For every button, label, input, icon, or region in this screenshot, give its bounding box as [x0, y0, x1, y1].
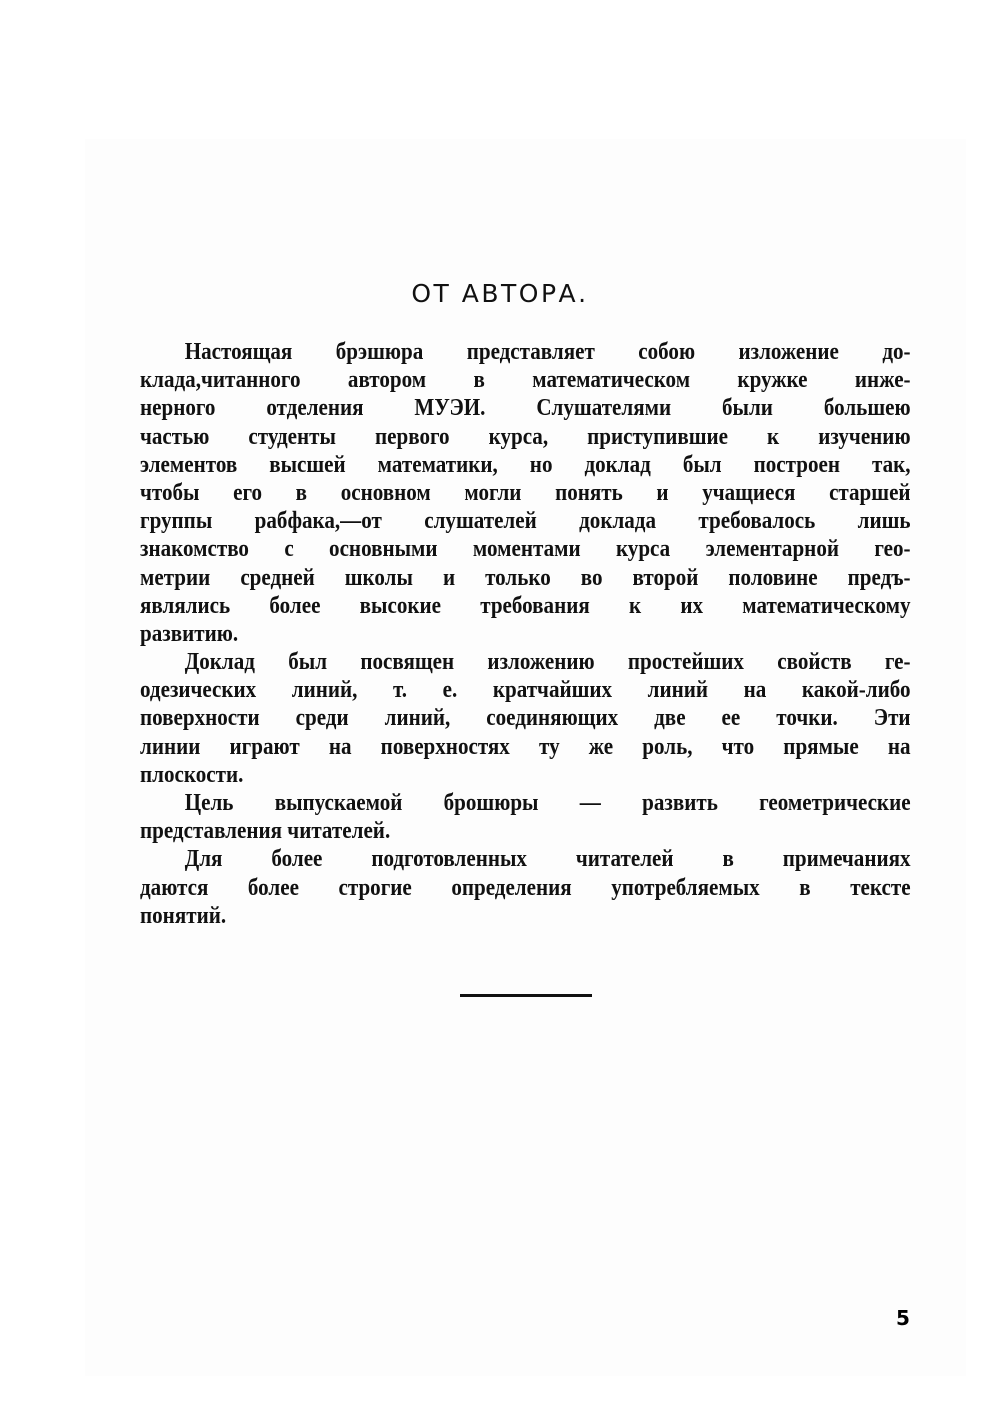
- text-line: являлись более высокие требования к их математическому: [140, 591, 911, 619]
- paragraph-4: [140, 845, 911, 930]
- text-line: одезических линий, т. е. кратчайших линий на какой-либо: [140, 676, 911, 704]
- text-line: Цель выпускаемой брошюры — развить геометрические: [184, 789, 911, 816]
- text-line: развитию.: [140, 619, 239, 647]
- text-line: линии играют на поверхностях ту же роль, что прямые на: [140, 732, 911, 760]
- text-line: плоскости.: [140, 760, 244, 788]
- text-line: знакомство с основными моментами курса элементарной гео-: [140, 535, 911, 563]
- preface-body: [140, 338, 911, 930]
- text-line: Доклад был посвящен изложению простейших свойств ге-: [184, 648, 911, 676]
- text-line: частью студенты первого курса, приступившие к изучению: [140, 422, 911, 450]
- text-line: элементов высшей математики, но доклад был построен так,: [140, 450, 911, 478]
- text-line: понятий.: [140, 901, 227, 929]
- paragraph-2: [140, 648, 911, 789]
- text-line: группы рабфака,—от слушателей доклада требовалось лишь: [140, 507, 911, 535]
- text-line: даются более строгие определения употребляемых в тексте: [140, 873, 911, 901]
- paragraph-3: [140, 789, 911, 845]
- text-line: метрии средней школы и только во второй половине предъ-: [140, 563, 911, 591]
- paragraph-1: [140, 338, 911, 648]
- text-line: Для более подготовленных читателей в примечаниях: [184, 845, 911, 873]
- section-title: ОТ АВТОРА.: [411, 279, 589, 308]
- text-line: поверхности среди линий, соединяющих две ее точки. Эти: [140, 704, 911, 732]
- text-line: чтобы его в основном могли понять и учащиеся старшей: [140, 478, 911, 506]
- page-number: 5: [896, 1306, 910, 1330]
- text-line: представления читателей.: [140, 817, 391, 845]
- text-line: клада,читанного автором в математическом кружке инже-: [140, 366, 911, 394]
- section-divider-rule: [460, 994, 592, 997]
- text-line: нерного отделения МУЭИ. Слушателями были большею: [140, 394, 911, 422]
- text-line: Настоящая брэшюра представляет собою изложение до-: [184, 338, 911, 365]
